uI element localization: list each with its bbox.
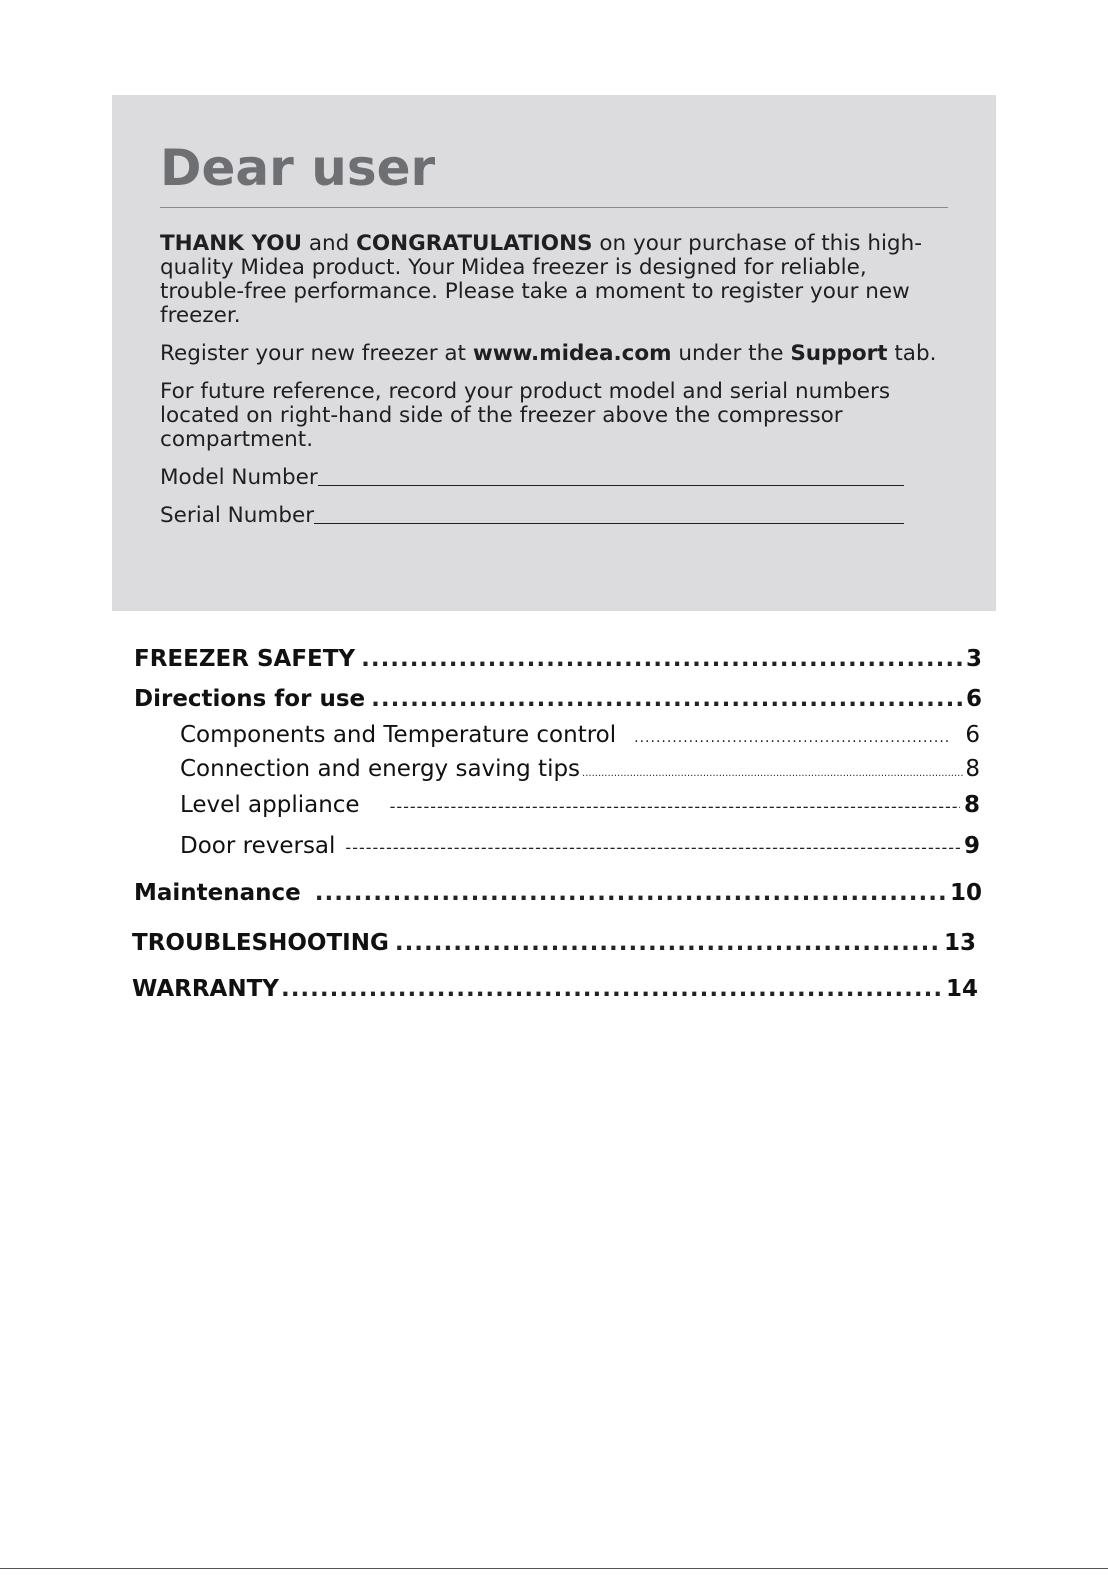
toc-row bbox=[134, 684, 982, 714]
toc-row bbox=[180, 754, 980, 789]
para2-text-3: tab. bbox=[887, 341, 937, 366]
toc-row bbox=[180, 720, 980, 753]
toc-label: WARRANTY bbox=[132, 976, 279, 1002]
toc-label: Level appliance bbox=[180, 792, 360, 818]
toc-page: 8 bbox=[963, 792, 980, 818]
toc-page: 14 bbox=[945, 976, 978, 1002]
para2-text-2: under the bbox=[671, 341, 791, 366]
thank-you-bold: THANK YOU bbox=[160, 231, 302, 256]
toc-page: 10 bbox=[949, 880, 982, 906]
register-paragraph bbox=[160, 342, 948, 366]
toc-label: Directions for use bbox=[134, 686, 366, 712]
para1-text-1: and bbox=[301, 231, 357, 256]
para2-text-1: Register your new freezer at bbox=[160, 341, 473, 366]
toc-leader bbox=[582, 759, 963, 789]
toc-leader bbox=[345, 833, 960, 863]
toc-leader bbox=[315, 878, 946, 908]
toc-label: Connection and energy saving tips bbox=[180, 756, 581, 782]
toc-row bbox=[132, 928, 976, 958]
toc-row bbox=[134, 878, 982, 908]
welcome-panel bbox=[112, 95, 996, 611]
panel-title: Dear user bbox=[160, 139, 436, 197]
congratulations-bold: CONGRATULATIONS bbox=[356, 231, 593, 256]
toc-page: 6 bbox=[965, 722, 980, 748]
toc-row bbox=[132, 974, 978, 1004]
para1-text-2: on your purchase of this high-quality Midea product. Your Midea freezer is designed for reliable, trouble-free performance. Please take a moment to register your new freezer. bbox=[160, 231, 922, 328]
website-link: www.midea.com bbox=[472, 341, 672, 366]
toc-page: 13 bbox=[943, 930, 976, 956]
toc-row bbox=[134, 644, 982, 674]
toc-leader bbox=[634, 723, 951, 753]
toc-leader bbox=[371, 684, 962, 714]
reference-paragraph: For future reference, record your product model and serial numbers located on right-hand side of the freezer above the compressor compartment. bbox=[160, 379, 891, 452]
toc-page: 9 bbox=[963, 833, 980, 859]
toc-label: Components and Temperature control bbox=[180, 722, 617, 748]
thank-you-paragraph bbox=[160, 232, 948, 328]
toc-leader bbox=[390, 792, 960, 822]
toc-label: TROUBLESHOOTING bbox=[132, 930, 389, 956]
toc-page: 3 bbox=[965, 646, 982, 672]
page-bottom-border bbox=[0, 1568, 1108, 1569]
serial-number-blank bbox=[314, 504, 904, 524]
model-number-blank bbox=[318, 466, 904, 486]
toc-leader bbox=[281, 974, 942, 1004]
toc-label: Door reversal bbox=[180, 833, 336, 859]
toc-row bbox=[180, 790, 980, 822]
toc-page: 8 bbox=[965, 756, 980, 782]
model-number-label: Model Number bbox=[160, 465, 318, 490]
model-number-field bbox=[160, 466, 904, 490]
title-divider bbox=[160, 207, 948, 208]
toc-label: Maintenance bbox=[134, 880, 301, 906]
serial-number-label: Serial Number bbox=[160, 503, 315, 528]
toc-label: FREEZER SAFETY bbox=[134, 646, 356, 672]
support-bold: Support bbox=[790, 341, 888, 366]
toc-leader bbox=[395, 928, 940, 958]
toc-page: 6 bbox=[965, 686, 982, 712]
toc-leader bbox=[361, 644, 962, 674]
serial-number-field bbox=[160, 504, 904, 528]
toc-row bbox=[180, 831, 980, 863]
